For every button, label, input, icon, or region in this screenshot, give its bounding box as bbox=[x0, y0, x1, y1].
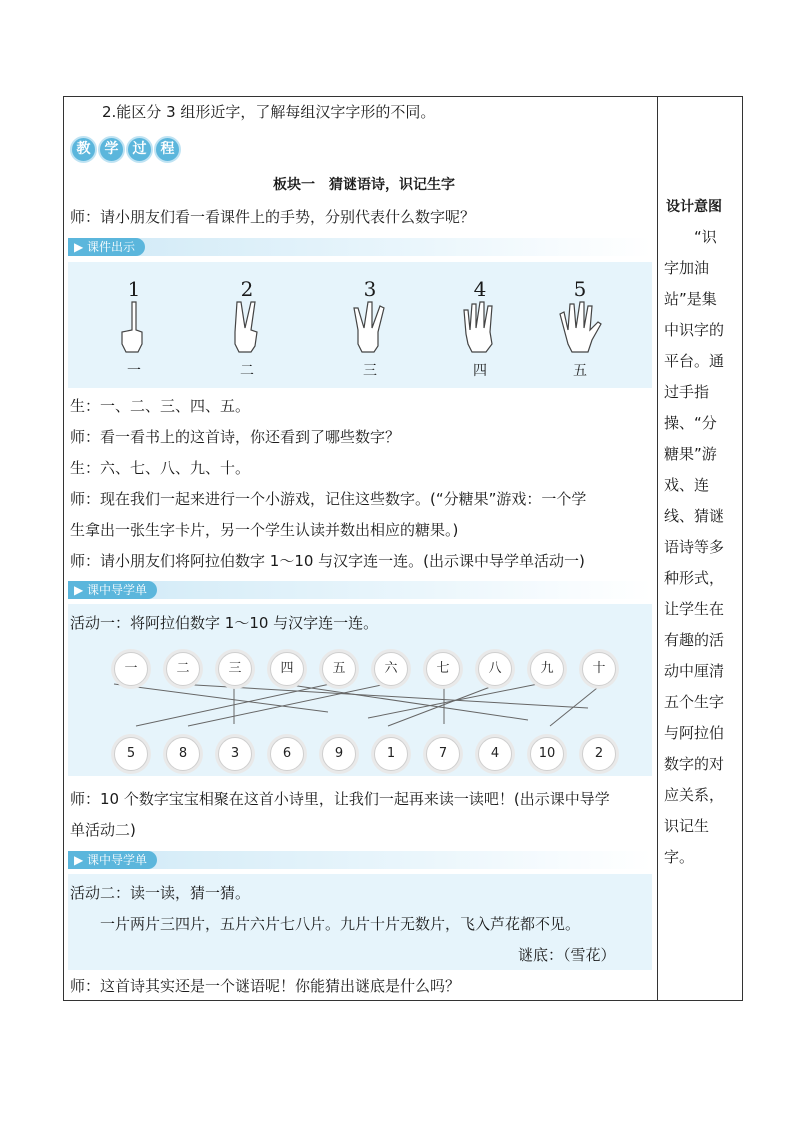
hand-one-icon bbox=[112, 300, 156, 358]
numeral-bubble[interactable]: 一 bbox=[114, 652, 148, 686]
dialogue-line: 单活动二) bbox=[70, 821, 136, 839]
design-intent-line: 平台。通 bbox=[664, 352, 725, 370]
design-intent-line: 种形式， bbox=[664, 569, 725, 587]
gesture-number: 5 bbox=[573, 277, 587, 301]
numeral-bubble[interactable]: 九 bbox=[530, 652, 564, 686]
number-bubble[interactable]: 9 bbox=[322, 737, 356, 771]
play-icon: ▶ bbox=[74, 853, 88, 867]
banner-courseware bbox=[68, 238, 652, 256]
dialogue-line: 师：10 个数字宝宝相聚在这首小诗里，让我们一起再来读一读吧！(出示课中导学 bbox=[70, 790, 610, 808]
numeral-bubble[interactable]: 七 bbox=[426, 652, 460, 686]
number-bubble[interactable]: 3 bbox=[218, 737, 252, 771]
gesture-char: 三 bbox=[363, 363, 377, 379]
numeral-bubble[interactable]: 四 bbox=[270, 652, 304, 686]
dialogue-line: 生：六、七、八、九、十。 bbox=[70, 459, 251, 477]
objective-line: 2.能区分 3 组形近字，了解每组汉字字形的不同。 bbox=[102, 103, 436, 121]
gesture-number: 3 bbox=[363, 277, 377, 301]
number-bubble[interactable]: 10 bbox=[530, 737, 564, 771]
dialogue-line: 师：这首诗其实还是一个谜语呢！你能猜出谜底是什么吗？ bbox=[70, 977, 461, 995]
activity-title: 活动二：读一读，猜一猜。 bbox=[70, 884, 251, 902]
block-heading: 板块一 猜谜语诗，识记生字 bbox=[273, 177, 455, 193]
dialogue-line: 生拿出一张生字卡片，另一个学生认读并数出相应的糖果。) bbox=[70, 521, 459, 539]
design-intent-line: 有趣的活 bbox=[664, 631, 725, 649]
design-intent-line: 糖果”游 bbox=[664, 445, 717, 463]
design-intent-line: 中识字的 bbox=[664, 321, 725, 339]
dialogue-line: 师：看一看书上的这首诗，你还看到了哪些数字？ bbox=[70, 428, 401, 446]
activity-title: 活动一：将阿拉伯数字 1～10 与汉字连一连。 bbox=[70, 614, 379, 632]
design-intent-line: 站”是集 bbox=[664, 290, 717, 308]
number-bubble[interactable]: 1 bbox=[374, 737, 408, 771]
design-intent-line: 戏、连 bbox=[664, 476, 710, 494]
gesture-item bbox=[112, 278, 156, 380]
table-column-divider bbox=[657, 96, 658, 1001]
numeral-bubble[interactable]: 八 bbox=[478, 652, 512, 686]
gesture-char: 四 bbox=[473, 363, 487, 379]
dialogue-line: 师：现在我们一起来进行一个小游戏，记住这些数字。(“分糖果”游戏：一个学 bbox=[70, 490, 587, 508]
banner-label: 课件出示 bbox=[87, 240, 136, 254]
banner-label: 课中导学单 bbox=[87, 853, 148, 867]
number-bubble[interactable]: 7 bbox=[426, 737, 460, 771]
gesture-item bbox=[225, 278, 269, 380]
matching-lines bbox=[68, 640, 652, 776]
design-intent-line: 动中厘清 bbox=[664, 662, 725, 680]
gesture-number: 2 bbox=[240, 277, 254, 301]
banner-guide-sheet-1 bbox=[68, 581, 652, 599]
design-intent-line: 线、猜谜 bbox=[664, 507, 725, 525]
play-icon: ▶ bbox=[74, 583, 88, 597]
design-intent-text bbox=[664, 222, 736, 873]
design-intent-line: 过手指 bbox=[664, 383, 710, 401]
hand-four-icon bbox=[456, 300, 504, 358]
design-intent-line: 数字的对 bbox=[664, 755, 725, 773]
hand-three-icon bbox=[348, 300, 392, 358]
design-intent-line: 与阿拉伯 bbox=[664, 724, 725, 742]
number-bubble[interactable]: 5 bbox=[114, 737, 148, 771]
numeral-bubble[interactable]: 十 bbox=[582, 652, 616, 686]
banner-guide-sheet-2 bbox=[68, 851, 652, 869]
gesture-item bbox=[456, 278, 504, 380]
gesture-item bbox=[348, 278, 392, 380]
design-intent-line: 五个生字 bbox=[664, 693, 725, 711]
dialogue-line: 师：请小朋友们将阿拉伯数字 1～10 与汉字连一连。(出示课中导学单活动一) bbox=[70, 552, 585, 570]
number-bubble[interactable]: 4 bbox=[478, 737, 512, 771]
design-intent-line: 操、“分 bbox=[664, 414, 717, 432]
section-tag-char: 程 bbox=[154, 136, 181, 163]
gesture-char: 一 bbox=[127, 363, 141, 379]
section-tag-char: 过 bbox=[126, 136, 153, 163]
hand-two-icon bbox=[225, 300, 269, 358]
design-intent-line: 应关系， bbox=[664, 786, 725, 804]
numeral-bubble[interactable]: 五 bbox=[322, 652, 356, 686]
design-intent-title: 设计意图 bbox=[666, 199, 722, 215]
gesture-item bbox=[556, 278, 604, 380]
play-icon: ▶ bbox=[74, 240, 88, 254]
design-intent-line: 字加油 bbox=[664, 259, 710, 277]
gesture-char: 二 bbox=[240, 363, 254, 379]
numeral-bubble[interactable]: 三 bbox=[218, 652, 252, 686]
riddle-poem: 一片两片三四片，五片六片七八片。九片十片无数片，飞入芦花都不见。 bbox=[100, 915, 581, 933]
riddle-answer: 谜底：（雪花） bbox=[518, 946, 616, 964]
section-tag bbox=[70, 136, 182, 164]
number-bubble[interactable]: 2 bbox=[582, 737, 616, 771]
banner-label: 课中导学单 bbox=[87, 583, 148, 597]
section-tag-char: 教 bbox=[70, 136, 97, 163]
design-intent-line: “识 bbox=[664, 228, 717, 246]
hand-five-icon bbox=[556, 300, 604, 358]
numeral-bubble[interactable]: 六 bbox=[374, 652, 408, 686]
numeral-bubble[interactable]: 二 bbox=[166, 652, 200, 686]
gesture-char: 五 bbox=[573, 363, 587, 379]
gesture-number: 4 bbox=[473, 277, 487, 301]
section-tag-char: 学 bbox=[98, 136, 125, 163]
dialogue-line: 生：一、二、三、四、五。 bbox=[70, 397, 251, 415]
design-intent-line: 让学生在 bbox=[664, 600, 725, 618]
gesture-number: 1 bbox=[127, 277, 141, 301]
design-intent-line: 识记生 bbox=[664, 817, 710, 835]
number-bubble[interactable]: 8 bbox=[166, 737, 200, 771]
number-bubble[interactable]: 6 bbox=[270, 737, 304, 771]
design-intent-line: 字。 bbox=[664, 848, 695, 866]
dialogue-line: 师：请小朋友们看一看课件上的手势，分别代表什么数字呢？ bbox=[70, 208, 476, 226]
design-intent-line: 语诗等多 bbox=[664, 538, 725, 556]
